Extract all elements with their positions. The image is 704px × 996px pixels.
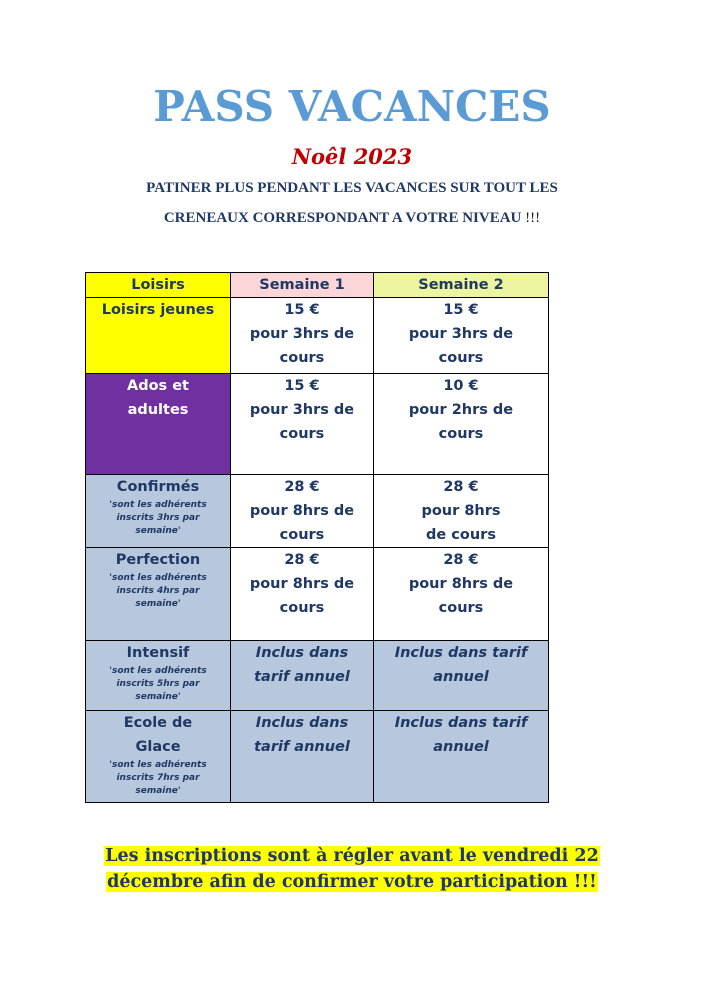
header-semaine-2: Semaine 2 <box>374 273 549 298</box>
category-label-line-2: adultes <box>127 402 189 418</box>
price-detail: pour 8hrs de <box>249 503 355 519</box>
price-detail: pour 3hrs de <box>408 326 514 342</box>
price-detail: cours <box>438 350 484 366</box>
price-detail: cours <box>279 527 325 543</box>
price: 10 € <box>443 378 479 394</box>
price-detail: cours <box>279 426 325 442</box>
registration-notice <box>0 843 704 895</box>
included-text: Inclus dans <box>255 645 349 661</box>
price-cell-semaine-1 <box>231 298 374 374</box>
category-note: 'sont les adhérents inscrits 4hrs par semaine' <box>109 573 207 609</box>
price: 15 € <box>284 378 320 394</box>
price-detail: cours <box>438 426 484 442</box>
price: 28 € <box>443 479 479 495</box>
price-detail: pour 8hrs <box>421 503 501 519</box>
price-detail: pour 8hrs de <box>249 576 355 592</box>
price-detail: pour 3hrs de <box>249 402 355 418</box>
category-cell <box>86 475 231 548</box>
price-cell-semaine-2 <box>374 475 549 548</box>
category-note: 'sont les adhérents inscrits 7hrs par semaine' <box>109 760 207 796</box>
category-label-line-2: Glace <box>135 739 181 755</box>
category-label: Ados et <box>126 378 189 394</box>
included-text: Inclus dans tarif <box>394 715 528 731</box>
category-label: Ecole de <box>123 715 193 731</box>
price-cell-semaine-1 <box>231 711 374 803</box>
category-note: 'sont les adhérents inscrits 5hrs par semaine' <box>109 666 207 702</box>
price-cell-semaine-2 <box>374 711 549 803</box>
price: 28 € <box>284 552 320 568</box>
tagline-line-2-text: CRENEAUX CORRESPONDANT A VOTRE NIVEAU <box>163 210 522 226</box>
price: 28 € <box>443 552 479 568</box>
table-row <box>86 641 549 711</box>
category-note: 'sont les adhérents inscrits 3hrs par semaine' <box>109 500 207 536</box>
table-header-row <box>86 273 549 298</box>
category-cell <box>86 374 231 475</box>
price-cell-semaine-2 <box>374 298 549 374</box>
table-row <box>86 374 549 475</box>
category-label: Confirmés <box>116 479 200 495</box>
price-cell-semaine-1 <box>231 475 374 548</box>
category-label: Perfection <box>115 552 201 568</box>
included-text: Inclus dans <box>255 715 349 731</box>
price-detail: pour 2hrs de <box>408 402 514 418</box>
price-detail: de cours <box>426 527 496 543</box>
table-row <box>86 711 549 803</box>
price: 15 € <box>284 302 320 318</box>
registration-notice-line-1: Les inscriptions sont à régler avant le vendredi 22 <box>105 846 599 866</box>
price-detail: cours <box>279 600 325 616</box>
price-cell-semaine-2 <box>374 374 549 475</box>
included-text: annuel <box>433 739 489 755</box>
table-row <box>86 475 549 548</box>
registration-notice-line-2: décembre afin de confirmer votre participation !!! <box>107 872 597 892</box>
price-detail: cours <box>438 600 484 616</box>
table-row <box>86 548 549 641</box>
price-detail: pour 8hrs de <box>408 576 514 592</box>
category-cell <box>86 548 231 641</box>
page-title: PASS VACANCES <box>153 82 551 131</box>
page-subtitle: Noêl 2023 <box>291 144 413 169</box>
price-cell-semaine-1 <box>231 548 374 641</box>
header-loisirs: Loisirs <box>86 273 231 298</box>
category-label: Intensif <box>126 645 190 661</box>
included-text: tarif annuel <box>254 669 350 685</box>
included-text: Inclus dans tarif <box>394 645 528 661</box>
table-row <box>86 298 549 374</box>
category-label: Loisirs jeunes <box>101 302 215 318</box>
price-detail: cours <box>279 350 325 366</box>
price-cell-semaine-2 <box>374 641 549 711</box>
price: 28 € <box>284 479 320 495</box>
category-cell <box>86 298 231 374</box>
included-text: tarif annuel <box>254 739 350 755</box>
price-cell-semaine-1 <box>231 374 374 475</box>
header-semaine-1: Semaine 1 <box>231 273 374 298</box>
pricing-table <box>85 272 549 803</box>
price: 15 € <box>443 302 479 318</box>
category-cell <box>86 641 231 711</box>
category-cell <box>86 711 231 803</box>
price-cell-semaine-2 <box>374 548 549 641</box>
tagline-exclamation: !!! <box>521 210 541 226</box>
price-detail: pour 3hrs de <box>249 326 355 342</box>
price-cell-semaine-1 <box>231 641 374 711</box>
tagline-line-2 <box>0 210 704 227</box>
tagline-line-1: PATINER PLUS PENDANT LES VACANCES SUR TOUT LES <box>146 180 558 196</box>
included-text: annuel <box>433 669 489 685</box>
